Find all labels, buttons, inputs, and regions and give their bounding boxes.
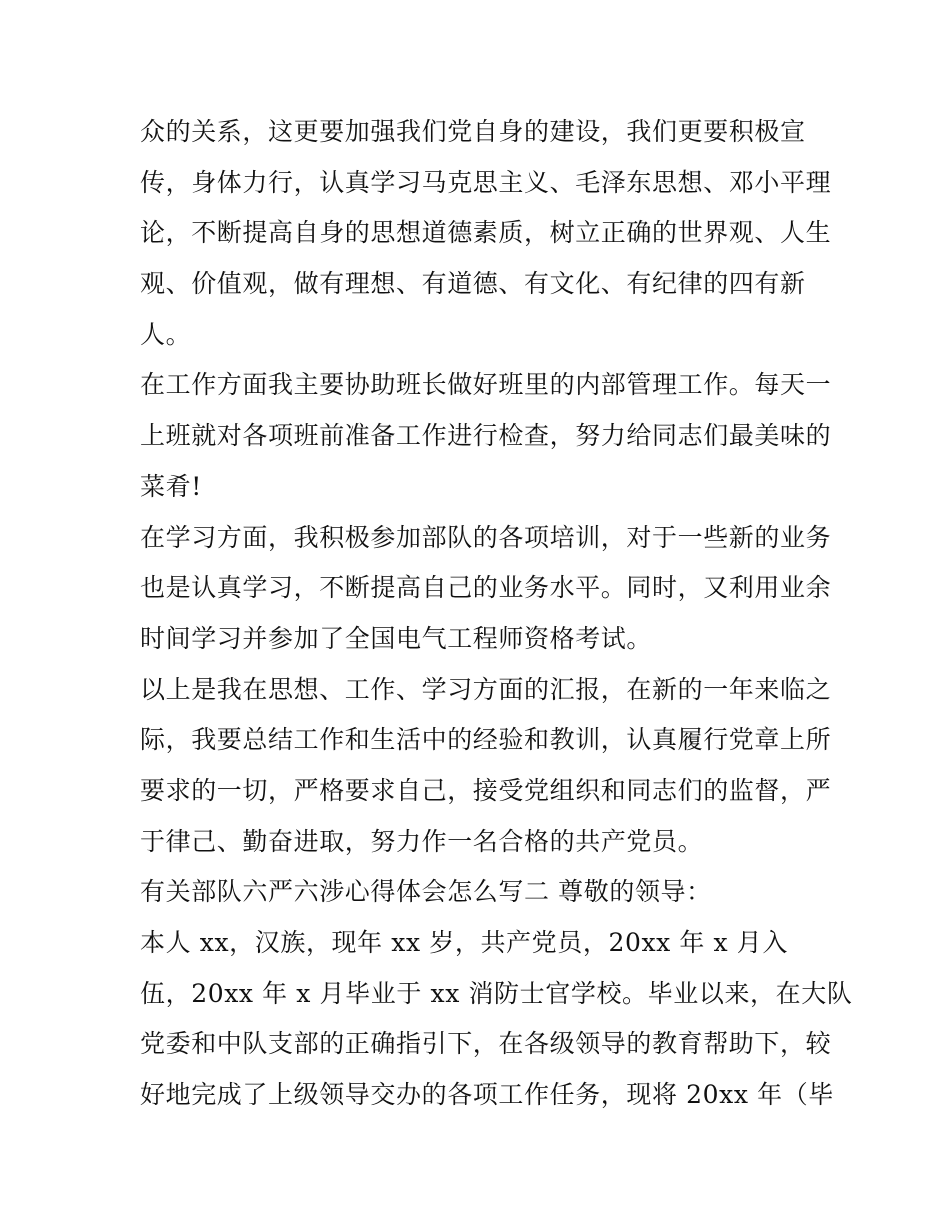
text-line: 好地完成了上级领导交办的各项工作任务，现将 20xx 年（毕 xyxy=(140,1080,834,1110)
text-line: 论，不断提高自身的思想道德素质，树立正确的世界观、人生 xyxy=(140,218,832,248)
text-line: 于律己、勤奋进取，努力作一名合格的共产党员。 xyxy=(140,826,704,856)
text-line: 要求的一切，严格要求自己，接受党组织和同志们的监督，严 xyxy=(140,775,832,805)
text-line: 观、价值观，做有理想、有道德、有文化、有纪律的四有新 xyxy=(140,269,806,299)
text-line: 人。 xyxy=(140,319,192,349)
text-line: 以上是我在思想、工作、学习方面的汇报，在新的一年来临之 xyxy=(140,674,832,704)
text-line: 时间学习并参加了全国电气工程师资格考试。 xyxy=(140,623,653,653)
text-line: 伍，20xx 年 x 月毕业于 xx 消防士官学校。毕业以来，在大队 xyxy=(140,978,853,1008)
text-line: 菜肴! xyxy=(140,471,202,501)
text-line: 际，我要总结工作和生活中的经验和教训，认真履行党章上所 xyxy=(140,725,832,755)
section-heading-line: 有关部队六严六涉心得体会怎么写二 尊敬的领导： xyxy=(140,877,712,907)
text-line: 也是认真学习，不断提高自己的业务水平。同时，又利用业余 xyxy=(140,573,832,603)
text-line: 在工作方面我主要协助班长做好班里的内部管理工作。每天一 xyxy=(140,370,832,400)
text-line: 上班就对各项班前准备工作进行检查，努力给同志们最美味的 xyxy=(140,421,832,451)
text-line: 在学习方面，我积极参加部队的各项培训，对于一些新的业务 xyxy=(140,522,832,552)
document-body xyxy=(140,107,853,1121)
text-line: 众的关系，这更要加强我们党自身的建设，我们更要积极宣 xyxy=(140,117,806,146)
text-line: 传，身体力行，认真学习马克思主义、毛泽东思想、邓小平理 xyxy=(140,167,832,197)
text-line: 本人 xx，汉族，现年 xx 岁，共产党员，20xx 年 x 月入 xyxy=(140,928,788,957)
text-line: 党委和中队支部的正确指引下，在各级领导的教育帮助下，较 xyxy=(140,1029,832,1059)
